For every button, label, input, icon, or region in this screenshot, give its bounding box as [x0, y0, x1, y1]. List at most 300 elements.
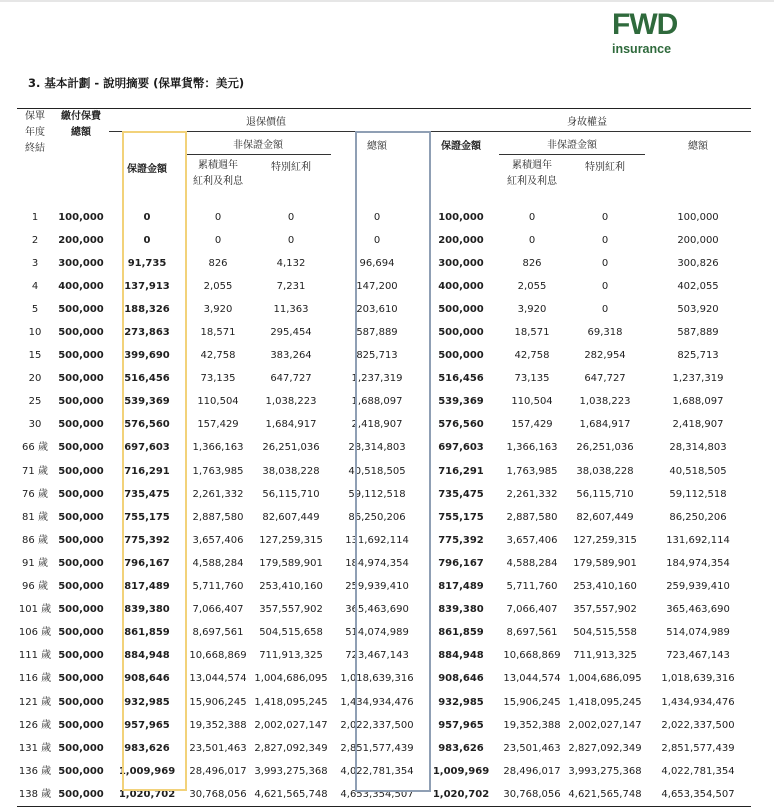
table-cell: 735,475 — [438, 488, 484, 500]
table-cell: 1,009,969 — [118, 765, 176, 777]
table-cell: 884,948 — [438, 650, 484, 662]
table-row — [17, 576, 751, 599]
table-cell: 500,000 — [58, 742, 104, 754]
table-row — [17, 229, 751, 252]
table-cell: 131,692,114 — [666, 534, 730, 546]
table-cell: 3,993,275,368 — [254, 765, 328, 777]
table-cell: 755,175 — [124, 511, 170, 523]
table-cell: 2,261,332 — [506, 488, 558, 500]
table-row — [17, 460, 751, 483]
header-surrender-value: 退保價值 — [109, 109, 423, 132]
table-cell: 365,463,690 — [345, 604, 409, 616]
table-cell: 539,369 — [438, 396, 484, 408]
table-cell: 5 — [31, 303, 39, 315]
table-cell: 500,000 — [438, 327, 484, 339]
table-cell: 500,000 — [58, 488, 104, 500]
table-cell: 100,000 — [438, 211, 484, 223]
table-cell: 2,827,092,349 — [568, 742, 642, 754]
table-cell: 500,000 — [58, 303, 104, 315]
table-cell: 983,626 — [124, 742, 170, 754]
table-cell: 3,657,406 — [192, 534, 244, 546]
table-cell: 932,985 — [124, 696, 170, 708]
table-cell: 13,044,574 — [189, 673, 247, 685]
table-cell: 500,000 — [58, 465, 104, 477]
table-cell: 4,132 — [276, 257, 306, 269]
table-cell: 932,985 — [438, 696, 484, 708]
table-cell: 300,826 — [677, 257, 719, 269]
table-cell: 1,763,985 — [506, 465, 558, 477]
table-cell: 957,965 — [438, 719, 484, 731]
table-cell: 711,913,325 — [259, 650, 323, 662]
header-policy-year: 保單 年度 終結 — [25, 111, 45, 154]
table-cell: 2,418,907 — [672, 419, 724, 431]
table-cell: 101 歲 — [18, 604, 52, 616]
table-cell: 259,939,410 — [666, 581, 730, 593]
table-cell: 500,000 — [438, 303, 484, 315]
table-cell: 500,000 — [58, 719, 104, 731]
table-cell: 184,974,354 — [345, 557, 409, 569]
table-cell: 2,887,580 — [192, 511, 244, 523]
table-cell: 0 — [287, 234, 295, 246]
table-cell: 19,352,388 — [189, 719, 247, 731]
table-cell: 1,009,969 — [432, 765, 490, 777]
table-cell: 723,467,143 — [345, 650, 409, 662]
table-cell: 8,697,561 — [192, 627, 244, 639]
table-row — [17, 552, 751, 575]
table-cell: 188,326 — [124, 303, 170, 315]
table-cell: 1,237,319 — [351, 373, 403, 385]
table-cell: 69,318 — [587, 327, 623, 339]
table-cell: 514,074,989 — [345, 627, 409, 639]
table-cell: 500,000 — [58, 373, 104, 385]
header-death-accumulated: 累積週年 紅利及利息 — [507, 160, 557, 187]
table-cell: 0 — [214, 234, 222, 246]
table-cell: 2,418,907 — [351, 419, 403, 431]
table-cell: 121 歲 — [18, 696, 52, 708]
table-cell: 539,369 — [124, 396, 170, 408]
table-cell: 0 — [601, 257, 609, 269]
table-cell: 59,112,518 — [348, 488, 406, 500]
table-cell: 38,038,228 — [576, 465, 634, 477]
table-row — [17, 298, 751, 321]
table-cell: 30 — [28, 419, 42, 431]
table-cell: 8,697,561 — [506, 627, 558, 639]
table-cell: 203,610 — [356, 303, 398, 315]
table-cell: 697,603 — [124, 442, 170, 454]
logo-subtitle: insurance — [612, 42, 672, 56]
table-cell: 106 歲 — [18, 627, 52, 639]
table-cell: 861,859 — [438, 627, 484, 639]
table-cell: 711,913,325 — [573, 650, 637, 662]
table-cell: 71 歲 — [22, 465, 48, 477]
table-cell: 15 — [28, 350, 42, 362]
table-cell: 3,993,275,368 — [568, 765, 642, 777]
table-cell: 1,684,917 — [265, 419, 317, 431]
table-cell: 4,588,284 — [506, 557, 558, 569]
table-cell: 500,000 — [58, 419, 104, 431]
table-cell: 25 — [28, 396, 42, 408]
table-cell: 4 — [31, 280, 39, 292]
table-cell: 4,653,354,507 — [645, 783, 751, 807]
header-death-benefit: 身故權益 — [423, 109, 751, 132]
table-cell: 184,974,354 — [666, 557, 730, 569]
table-cell: 500,000 — [58, 534, 104, 546]
table-cell: 1,004,686,095 — [568, 673, 642, 685]
table-cell: 503,920 — [677, 303, 719, 315]
table-cell: 30,768,056 — [499, 783, 565, 807]
table-row — [17, 321, 751, 344]
table-cell: 576,560 — [438, 419, 484, 431]
table-cell: 18,571 — [200, 327, 236, 339]
table-cell: 2,055 — [517, 280, 547, 292]
table-cell: 2,887,580 — [506, 511, 558, 523]
table-cell: 1,763,985 — [192, 465, 244, 477]
table-cell: 1,418,095,245 — [254, 696, 328, 708]
table-cell: 1,020,702 — [109, 783, 185, 807]
table-cell: 839,380 — [124, 604, 170, 616]
table-cell: 100,000 — [58, 211, 104, 223]
table-cell: 4,022,781,354 — [340, 765, 414, 777]
table-cell: 500,000 — [58, 442, 104, 454]
table-cell: 38,038,228 — [262, 465, 320, 477]
table-cell: 200,000 — [438, 234, 484, 246]
table-cell: 1,688,097 — [672, 396, 724, 408]
table-cell: 81 歲 — [22, 511, 48, 523]
table-cell: 500,000 — [58, 557, 104, 569]
table-cell: 200,000 — [58, 234, 104, 246]
table-cell: 2,851,577,439 — [661, 742, 735, 754]
table-cell: 56,115,710 — [576, 488, 634, 500]
table-cell: 908,646 — [438, 673, 484, 685]
table-cell: 3,920 — [517, 303, 547, 315]
table-cell: 7,066,407 — [192, 604, 244, 616]
table-cell: 23,501,463 — [503, 742, 561, 754]
section-title: 3. 基本計劃 - 說明摘要 (保單貨幣：美元) — [28, 76, 245, 90]
table-cell: 73,135 — [514, 373, 550, 385]
table-cell: 86,250,206 — [669, 511, 727, 523]
table-cell: 253,410,160 — [259, 581, 323, 593]
table-cell: 500,000 — [58, 396, 104, 408]
header-special-bonus: 特別紅利 — [271, 162, 311, 173]
table-cell: 0 — [601, 303, 609, 315]
table-cell: 500,000 — [58, 604, 104, 616]
table-cell: 136 歲 — [18, 765, 52, 777]
table-cell: 100,000 — [677, 211, 719, 223]
table-cell: 826 — [522, 257, 542, 269]
table-cell: 7,231 — [276, 280, 306, 292]
table-cell: 1,688,097 — [351, 396, 403, 408]
header-non-guaranteed: 非保證金額 — [185, 132, 331, 155]
table-cell: 40,518,505 — [669, 465, 727, 477]
table-cell: 0 — [373, 211, 381, 223]
table-cell: 723,467,143 — [666, 650, 730, 662]
table-cell: 28,314,803 — [669, 442, 727, 454]
table-cell: 500,000 — [58, 581, 104, 593]
header-death-guaranteed: 保證金額 — [441, 141, 481, 152]
table-cell: 28,314,803 — [348, 442, 406, 454]
table-cell: 0 — [214, 211, 222, 223]
header-guaranteed: 保證金額 — [127, 164, 167, 175]
table-cell: 500,000 — [438, 350, 484, 362]
table-cell: 300,000 — [58, 257, 104, 269]
table-cell: 775,392 — [124, 534, 170, 546]
table-cell: 587,889 — [356, 327, 398, 339]
table-cell: 383,264 — [270, 350, 312, 362]
table-cell: 839,380 — [438, 604, 484, 616]
table-cell: 576,560 — [124, 419, 170, 431]
table-cell: 137,913 — [124, 280, 170, 292]
table-cell: 1,418,095,245 — [568, 696, 642, 708]
table-cell: 1,366,163 — [192, 442, 244, 454]
table-cell: 86,250,206 — [348, 511, 406, 523]
table-cell: 587,889 — [677, 327, 719, 339]
table-cell: 825,713 — [356, 350, 398, 362]
table-cell: 42,758 — [200, 350, 236, 362]
table-cell: 13,044,574 — [503, 673, 561, 685]
table-row — [17, 529, 751, 552]
header-death-non-guaranteed: 非保證金額 — [499, 132, 645, 155]
table-cell: 500,000 — [58, 650, 104, 662]
table-cell: 500,000 — [58, 673, 104, 685]
table-cell: 26,251,036 — [576, 442, 634, 454]
table-cell: 111 歲 — [18, 650, 52, 662]
table-cell: 500,000 — [58, 765, 104, 777]
table-cell: 82,607,449 — [576, 511, 634, 523]
table-row — [17, 645, 751, 668]
table-cell: 15,906,245 — [503, 696, 561, 708]
table-row — [17, 345, 751, 368]
table-cell: 2,002,027,147 — [254, 719, 328, 731]
table-cell: 365,463,690 — [666, 604, 730, 616]
table-cell: 0 — [287, 211, 295, 223]
table-cell: 983,626 — [438, 742, 484, 754]
table-cell: 26,251,036 — [262, 442, 320, 454]
table-cell: 500,000 — [58, 350, 104, 362]
table-cell: 131 歲 — [18, 742, 52, 754]
table-cell: 1,366,163 — [506, 442, 558, 454]
table-cell: 1,020,702 — [423, 783, 499, 807]
table-cell: 1,018,639,316 — [340, 673, 414, 685]
table-cell: 2,055 — [203, 280, 233, 292]
table-row — [17, 599, 751, 622]
table-cell: 73,135 — [200, 373, 236, 385]
table-row — [17, 414, 751, 437]
table-cell: 500,000 — [53, 783, 109, 807]
table-cell: 1,038,223 — [265, 396, 317, 408]
table-body — [17, 198, 751, 807]
table-cell: 1,018,639,316 — [661, 673, 735, 685]
top-divider — [0, 0, 774, 2]
table-cell: 0 — [143, 234, 151, 246]
table-cell: 66 歲 — [22, 442, 48, 454]
table-row — [17, 737, 751, 760]
table-cell: 4,653,354,507 — [331, 783, 423, 807]
table-cell: 30,768,056 — [185, 783, 251, 807]
logo-mark: FWD — [612, 8, 678, 41]
table-cell: 908,646 — [124, 673, 170, 685]
table-cell: 253,410,160 — [573, 581, 637, 593]
table-cell: 1,004,686,095 — [254, 673, 328, 685]
table-cell: 91 歲 — [22, 557, 48, 569]
table-cell: 514,074,989 — [666, 627, 730, 639]
table-cell: 735,475 — [124, 488, 170, 500]
table-cell: 516,456 — [438, 373, 484, 385]
table-cell: 884,948 — [124, 650, 170, 662]
table-cell: 4,588,284 — [192, 557, 244, 569]
table-cell: 647,727 — [584, 373, 626, 385]
table-cell: 127,259,315 — [573, 534, 637, 546]
table-cell: 96,694 — [359, 257, 395, 269]
table-cell: 825,713 — [677, 350, 719, 362]
table-cell: 0 — [528, 234, 536, 246]
table-cell: 5,711,760 — [506, 581, 558, 593]
table-cell: 1,434,934,476 — [661, 696, 735, 708]
table-cell: 1,237,319 — [672, 373, 724, 385]
table-cell: 0 — [601, 234, 609, 246]
table-cell: 3,920 — [203, 303, 233, 315]
table-cell: 110,504 — [197, 396, 239, 408]
table-cell: 399,690 — [124, 350, 170, 362]
table-cell: 259,939,410 — [345, 581, 409, 593]
table-cell: 0 — [528, 211, 536, 223]
table-cell: 10,668,869 — [189, 650, 247, 662]
table-cell: 402,055 — [677, 280, 719, 292]
table-cell: 500,000 — [58, 627, 104, 639]
table-cell: 697,603 — [438, 442, 484, 454]
table-cell: 1,434,934,476 — [340, 696, 414, 708]
table-cell: 826 — [208, 257, 228, 269]
table-cell: 0 — [601, 211, 609, 223]
table-cell: 3 — [31, 257, 39, 269]
table-cell: 2 — [31, 234, 39, 246]
table-cell: 157,429 — [511, 419, 553, 431]
table-cell: 18,571 — [514, 327, 550, 339]
table-cell: 1 — [31, 211, 39, 223]
table-row — [17, 691, 751, 714]
table-cell: 96 歲 — [22, 581, 48, 593]
header-total-premium: 繳付保費 總額 — [61, 111, 101, 138]
table-cell: 1,684,917 — [579, 419, 631, 431]
table-row — [17, 198, 751, 229]
illustration-table — [17, 108, 751, 807]
table-cell: 4,621,565,748 — [565, 783, 645, 807]
table-cell: 157,429 — [197, 419, 239, 431]
table-cell: 504,515,658 — [259, 627, 323, 639]
table-cell: 76 歲 — [22, 488, 48, 500]
table-cell: 82,607,449 — [262, 511, 320, 523]
table-cell: 755,175 — [438, 511, 484, 523]
table-row — [17, 760, 751, 783]
table-cell: 20 — [28, 373, 42, 385]
table-cell: 138 歲 — [17, 783, 53, 807]
table-row — [17, 275, 751, 298]
table-cell: 1,038,223 — [579, 396, 631, 408]
table-cell: 110,504 — [511, 396, 553, 408]
table-row — [17, 506, 751, 529]
table-cell: 56,115,710 — [262, 488, 320, 500]
table-cell: 400,000 — [438, 280, 484, 292]
table-row — [17, 668, 751, 691]
table-cell: 23,501,463 — [189, 742, 247, 754]
table-cell: 15,906,245 — [189, 696, 247, 708]
table-cell: 796,167 — [124, 557, 170, 569]
table-cell: 957,965 — [124, 719, 170, 731]
table-cell: 817,489 — [124, 581, 170, 593]
table-cell: 59,112,518 — [669, 488, 727, 500]
table-cell: 4,621,565,748 — [251, 783, 331, 807]
table-cell: 357,557,902 — [573, 604, 637, 616]
table-cell: 716,291 — [124, 465, 170, 477]
table-cell: 716,291 — [438, 465, 484, 477]
table-cell: 91,735 — [127, 257, 167, 269]
table-cell: 3,657,406 — [506, 534, 558, 546]
table-cell: 357,557,902 — [259, 604, 323, 616]
table-cell: 179,589,901 — [573, 557, 637, 569]
table-cell: 2,002,027,147 — [568, 719, 642, 731]
header-death-special-bonus: 特別紅利 — [585, 162, 625, 173]
table-cell: 86 歲 — [22, 534, 48, 546]
table-cell: 2,022,337,500 — [661, 719, 735, 731]
table-cell: 500,000 — [58, 511, 104, 523]
table-cell: 4,022,781,354 — [661, 765, 735, 777]
table-cell: 0 — [373, 234, 381, 246]
table-cell: 282,954 — [584, 350, 626, 362]
table-cell: 647,727 — [270, 373, 312, 385]
table-cell: 127,259,315 — [259, 534, 323, 546]
table-cell: 5,711,760 — [192, 581, 244, 593]
table-cell: 500,000 — [58, 696, 104, 708]
table-cell: 500,000 — [58, 327, 104, 339]
table-cell: 131,692,114 — [345, 534, 409, 546]
table-row — [17, 391, 751, 414]
table-cell: 11,363 — [273, 303, 309, 315]
table-cell: 0 — [601, 280, 609, 292]
table-cell: 179,589,901 — [259, 557, 323, 569]
table-cell: 116 歲 — [18, 673, 52, 685]
fwd-logo — [612, 10, 712, 56]
table-cell: 2,851,577,439 — [340, 742, 414, 754]
table-cell: 10 — [28, 327, 42, 339]
header-death-total: 總額 — [688, 141, 708, 152]
table-row — [17, 483, 751, 506]
table-cell: 2,022,337,500 — [340, 719, 414, 731]
table-cell: 796,167 — [438, 557, 484, 569]
table-row — [17, 783, 751, 807]
table-cell: 42,758 — [514, 350, 550, 362]
table-cell: 7,066,407 — [506, 604, 558, 616]
table-cell: 28,496,017 — [189, 765, 247, 777]
table-cell: 861,859 — [124, 627, 170, 639]
table-cell: 19,352,388 — [503, 719, 561, 731]
table-cell: 40,518,505 — [348, 465, 406, 477]
table-cell: 516,456 — [124, 373, 170, 385]
table-cell: 28,496,017 — [503, 765, 561, 777]
table-row — [17, 622, 751, 645]
table-cell: 817,489 — [438, 581, 484, 593]
table-row — [17, 714, 751, 737]
table-row — [17, 252, 751, 275]
table-row — [17, 368, 751, 391]
table-row — [17, 437, 751, 460]
table-cell: 10,668,869 — [503, 650, 561, 662]
table-cell: 300,000 — [438, 257, 484, 269]
table-cell: 273,863 — [124, 327, 170, 339]
table-cell: 775,392 — [438, 534, 484, 546]
table-cell: 295,454 — [270, 327, 312, 339]
table-cell: 0 — [143, 211, 151, 223]
table-cell: 126 歲 — [18, 719, 52, 731]
table-cell: 504,515,558 — [573, 627, 637, 639]
